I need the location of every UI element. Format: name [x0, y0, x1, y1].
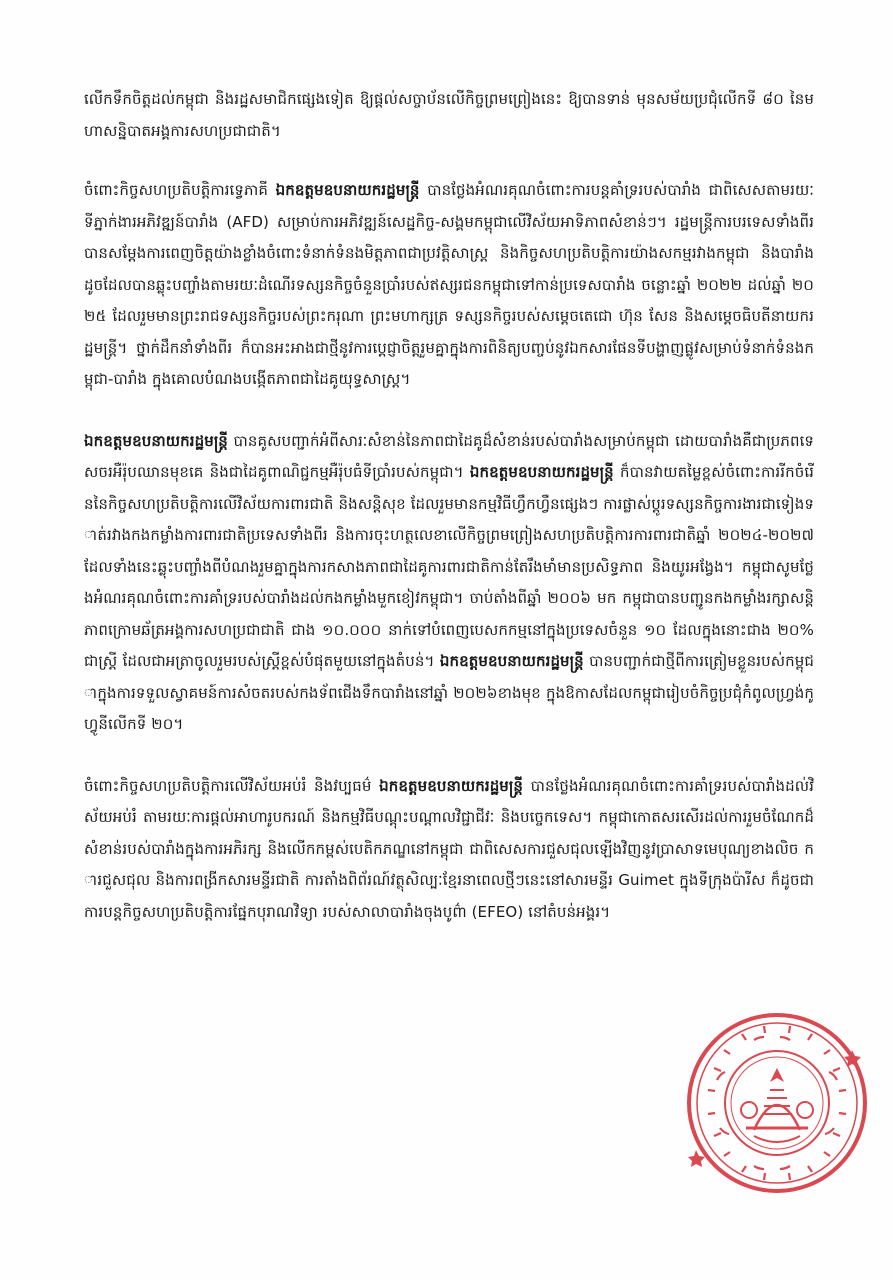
document-body — [84, 84, 814, 958]
paragraph-3-text-2: ក៏បានវាយតម្លៃខ្ពស់ចំពោះការរីកចំរើននៃកិច្ចសហប្រតិបត្តិការលើវិស័យការពារជាតិ និងសន្តិសុខ ដែលរួមមានកម្មវិធីហ្វឹកហ្វឺនផ្សេងៗ ការផ្លាស់ប្ដូរទស្សនកិច្ចការងារជាទៀងទាត់រវាងកងកម្លាំងការពារជាតិប្រទេសទាំងពីរ និងការចុះហត្ថលេខាលើកិច្ចព្រមព្រៀងសហប្រតិបត្តិការការពារជាតិឆ្នាំ ២០២៤-២០២៧ ដែលទាំងនេះឆ្លុះបញ្ចាំងពីបំណងរួមគ្នាក្នុងការកសាងភាពជាដៃគូការពារជាតិកាន់តែរឹងមាំមានប្រសិទ្ធភាព និងយូរអង្វែង។ កម្ពុជាសូមថ្លែងអំណរគុណចំពោះការគាំទ្ររបស់បារាំងដល់កងកម្លាំងមួកខៀវកម្ពុជា។ ចាប់តាំងពីឆ្នាំ ២០០៦ មក កម្ពុជាបានបញ្ជូនកងកម្លាំងរក្សាសន្តិភាពក្រោមឆ័ត្រអង្គការសហប្រជាជាតិ ជាង ១០.០០០ នាក់ទៅបំពេញបេសកកម្មនៅក្នុងប្រទេសចំនួន ១០ ដែលក្នុងនោះជាង ២០% ជាស្ត្រី ដែលជាអត្រាចូលរួមរបស់ស្ត្រីខ្ពស់បំផុតមួយនៅក្នុងតំបន់។ — [84, 463, 814, 670]
paragraph-3-honorific-3: ឯកឧត្តមឧបនាយករដ្ឋមន្ត្រី — [439, 652, 584, 670]
paragraph-3-text-3: បានបញ្ជាក់ជាថ្មីពីការត្រៀមខ្លួនរបស់កម្ពុជាក្នុងការទទួលស្វាគមន៍ការសំចតរបស់កងទ័ពជើងទឹកបារាំងនៅឆ្នាំ ២០២៦ខាងមុខ ក្នុងឱកាសដែលកម្ពុជារៀបចំកិច្ចប្រជុំកំពូលហ្វ្រង់កូហ្វូនីលើកទី ២០។ — [84, 652, 814, 733]
paragraph-1 — [84, 84, 814, 147]
paragraph-3 — [84, 426, 814, 741]
paragraph-1-text: លើកទឹកចិត្តដល់កម្ពុជា និងរដ្ឋសមាជិកផ្សេងទៀត ឱ្យផ្ដល់សច្ចាប័នលើកិច្ចព្រមព្រៀងនេះ ឱ្យបានទាន់ មុនសម័យប្រជុំលើកទី ៨០ នៃមហាសន្និបាតអង្គការសហប្រជាជាតិ។ — [84, 90, 814, 140]
paragraph-3-honorific: ឯកឧត្តមឧបនាយករដ្ឋមន្ត្រី — [84, 431, 228, 450]
ministry-seal-icon — [684, 1010, 870, 1196]
paragraph-4 — [84, 771, 814, 929]
paragraph-2-lead: ចំពោះកិច្ចសហប្រតិបត្តិការទ្វេភាគី — [84, 181, 276, 199]
paragraph-2-honorific: ឯកឧត្តមឧបនាយករដ្ឋមន្ត្រី — [275, 181, 420, 199]
paragraph-4-text: បានថ្លែងអំណរគុណចំពោះការគាំទ្ររបស់បារាំងដល់វិស័យអប់រំ តាមរយៈការផ្ដល់អាហារូបករណ៍ និងកម្មវិធីបណ្ដុះបណ្ដាលវិជ្ជាជីវៈ និងបច្ចេកទេស។ កម្ពុជាកោតសរសើរដល់ការរួមចំណែកដ៏សំខាន់របស់បារាំងក្នុងការអភិរក្ស និងលើកកម្ពស់បេតិកភណ្ឌនៅកម្ពុជា ជាពិសេសការជួសជុលឡើងវិញនូវប្រាសាទមេបុណ្យខាងលិច ការជួសជុល និងការពង្រីកសារមន្ទីរជាតិ ការតាំងពិព័រណ៍វត្ថុសិល្បៈខ្មែរនាពេលថ្មីៗនេះនៅសារមន្ទីរ Guimet ក្នុងទីក្រុងប៉ារីស ក៏ដូចជាការបន្តកិច្ចសហប្រតិបត្តិការផ្នែកបុរាណវិទ្យា របស់សាលាបារាំងចុងបូព៌ា (EFEO) នៅតំបន់អង្គរ។ — [84, 776, 814, 921]
paragraph-4-honorific: ឯកឧត្តមឧបនាយករដ្ឋមន្ត្រី — [379, 776, 524, 795]
paragraph-2 — [84, 175, 814, 396]
paragraph-3-honorific-2: ឯកឧត្តមឧបនាយករដ្ឋមន្ត្រី — [469, 463, 614, 481]
paragraph-4-lead: ចំពោះកិច្ចសហប្រតិបត្តិការលើវិស័យអប់រំ និងវប្បធម៌ — [84, 776, 380, 795]
paragraph-3-text: បានគូសបញ្ជាក់អំពីសារៈសំខាន់នៃភាពជាដៃគូដ៏សំខាន់របស់បារាំងសម្រាប់កម្ពុជា ដោយបារាំងគឺជាប្រភពទេសចរអឺរ៉ុបឈានមុខគេ និងជាដៃគូពាណិជ្ជកម្មអឺរ៉ុបធំទីប្រាំរបស់កម្ពុជា។ — [84, 431, 814, 481]
paragraph-2-text: បានថ្លែងអំណរគុណចំពោះការបន្តគាំទ្ររបស់បារាំង ជាពិសេសតាមរយៈទីភ្នាក់ងារអភិវឌ្ឍន៍បារាំង (AFD) សម្រាប់ការអភិវឌ្ឍន៍សេដ្ឋកិច្ច-សង្គមកម្ពុជាលើវិស័យអាទិភាពសំខាន់ៗ។ រដ្ឋមន្ត្រីការបរទេសទាំងពីរ បានសម្ដែងការពេញចិត្តយ៉ាងខ្លាំងចំពោះទំនាក់ទំនងមិត្តភាពជាប្រវត្តិសាស្ត្រ និងកិច្ចសហប្រតិបត្តិការយ៉ាងសកម្មរវាងកម្ពុជា និងបារាំង ដូចដែលបានឆ្លុះបញ្ចាំងតាមរយៈដំណើរទស្សនកិច្ចចំនួនប្រាំរបស់ឥស្សរជនកម្ពុជាទៅកាន់ប្រទេសបារាំង ចន្លោះឆ្នាំ ២០២២ ដល់ឆ្នាំ ២០២៥ ដែលរួមមានព្រះរាជទស្សនកិច្ចរបស់ព្រះករុណា ព្រះមហាក្សត្រ ទស្សនកិច្ចរបស់សម្ដេចតេជោ ហ៊ុន សែន និងសម្ដេចធិបតីនាយករដ្ឋមន្ត្រី។ ថ្នាក់ដឹកនាំទាំងពីរ ក៏បានអះអាងជាថ្មីនូវការប្ដេជ្ញាចិត្តរួមគ្នាក្នុងការពិនិត្យបញ្ចប់នូវឯកសារផែនទីបង្ហាញផ្លូវសម្រាប់ទំនាក់ទំនងកម្ពុជា-បារាំង ក្នុងគោលបំណងបង្កើតភាពជាដៃគូយុទ្ធសាស្ត្រ។ — [84, 181, 814, 388]
